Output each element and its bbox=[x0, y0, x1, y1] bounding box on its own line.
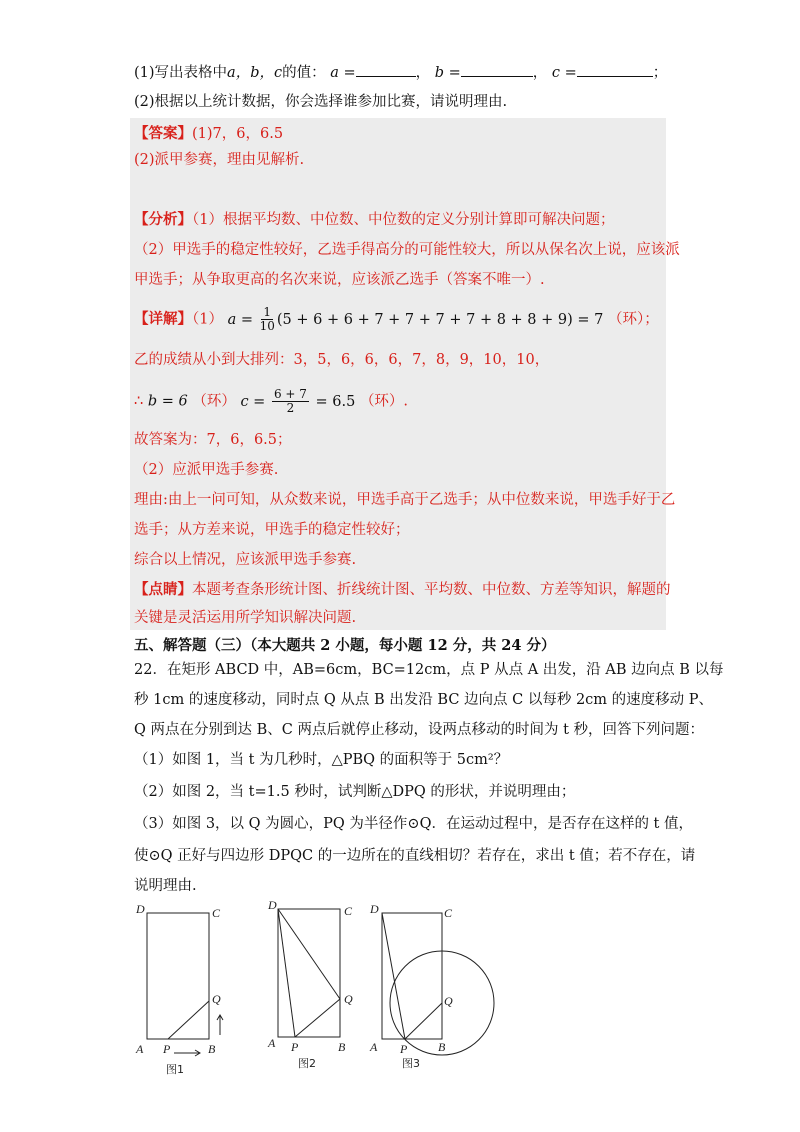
sort-line: 乙的成绩从小到大排列：3，5，6，6，6，7，8，9，10，10， bbox=[134, 352, 550, 368]
fig2-label-q: Q bbox=[344, 992, 353, 1006]
fig2-caption: 图2 bbox=[298, 1057, 316, 1070]
fig2-label-p: P bbox=[291, 1040, 299, 1054]
q22-line3: Q 两点在分别到达 B、C 两点后就停止移动，设两点移动的时间为 t 秒，回答下列问题： bbox=[134, 722, 705, 738]
fig3-label-c: C bbox=[444, 906, 453, 920]
comment-line1: 【点睛】本题考查条形统计图、折线统计图、平均数、中位数、方差等知识，解题的 bbox=[134, 581, 671, 598]
figure-1 bbox=[147, 913, 223, 1056]
summary-line: 综合以上情况，应该派甲选手参赛. bbox=[134, 552, 357, 568]
fig1-label-p: P bbox=[163, 1042, 171, 1056]
comment-line2: 关键是灵活运用所学知识解决问题. bbox=[134, 610, 357, 626]
fig2-rectangle bbox=[278, 909, 340, 1037]
detail-part2: （2）应派甲选手参赛. bbox=[134, 462, 279, 478]
fig3-label-a: A bbox=[370, 1040, 378, 1054]
fig1-rectangle bbox=[147, 913, 209, 1039]
fraction-c: $\frac{6 + 7}{2}$ bbox=[273, 387, 307, 415]
fig2-segment-pq bbox=[295, 999, 340, 1037]
q22-line1: 22．在矩形 ABCD 中，AB=6cm，BC=12cm，点 P 从点 A 出发，沿 AB 边向点 B 以每 bbox=[134, 662, 724, 678]
q22-sub2: （2）如图 2，当 t=1.5 秒时，试判断△DPQ 的形状，并说明理由； bbox=[134, 784, 576, 800]
fig1-label-d: D bbox=[136, 902, 145, 916]
fig2-label-c: C bbox=[344, 904, 353, 918]
fig2-label-a: A bbox=[268, 1036, 276, 1050]
fig1-label-a: A bbox=[136, 1042, 144, 1056]
q22-sub3a: （3）如图 3，以 Q 为圆心，PQ 为半径作⊙Q．在运动过程中，是否存在这样的 t 值， bbox=[134, 816, 693, 832]
fig3-label-q: Q bbox=[444, 994, 453, 1008]
answer-line1: 【答案】(1)7，6，6.5 bbox=[134, 125, 284, 142]
fig1-label-q: Q bbox=[212, 992, 221, 1006]
fig1-caption: 图1 bbox=[166, 1063, 184, 1076]
section-title: 五、解答题（三）（本大题共 2 小题，每小题 12 分，共 24 分） bbox=[134, 637, 556, 654]
detail-line1: 【详解】（1） a = $\frac{1}{10}$ (5 + 6 + 6 + 7 + 7 + 7 + 7 + 8 + 8 + 9) = 7 （环）； bbox=[134, 305, 659, 333]
fig3-label-d: D bbox=[370, 902, 379, 916]
fig3-label-b: B bbox=[438, 1040, 446, 1054]
reason-line1: 理由:由上一问可知，从众数来说，甲选手高于乙选手；从中位数来说，甲选手好于乙 bbox=[134, 492, 676, 508]
fig2-label-b: B bbox=[338, 1040, 346, 1054]
fig2-segment-dq bbox=[278, 909, 340, 999]
geometry-figures bbox=[130, 895, 510, 1085]
fig3-rectangle bbox=[382, 913, 442, 1039]
q21-part2: (2)根据以上统计数据，你会选择谁参加比赛，请说明理由. bbox=[134, 94, 508, 110]
detail-b-c-line: ∴ b = 6 （环） c = $\frac{6 + 7}{2}$ = 6.5 （环）. bbox=[134, 387, 409, 415]
analysis-line1: 【分析】（1）根据平均数、中位数、中位数的定义分别计算即可解决问题； bbox=[134, 211, 615, 228]
fig1-label-b: B bbox=[208, 1042, 216, 1056]
fig2-segment-dp bbox=[278, 909, 295, 1037]
reason-line2: 选手；从方差来说，甲选手的稳定性较好； bbox=[134, 522, 410, 538]
fig3-caption: 图3 bbox=[402, 1057, 420, 1070]
fig2-label-d: D bbox=[268, 898, 277, 912]
fig1-segment-pq bbox=[168, 1001, 209, 1039]
answer-summary-line: 故答案为：7，6，6.5； bbox=[134, 432, 292, 448]
analysis-line2: （2）甲选手的稳定性较好，乙选手得高分的可能性较大，所以从保名次上说，应该派 bbox=[134, 242, 680, 258]
q22-sub3b: 使⊙Q 正好与四边形 DPQC 的一边所在的直线相切？若存在，求出 t 值；若不存在，请 bbox=[134, 848, 696, 864]
blank-a bbox=[356, 62, 416, 77]
fraction-one-tenth: $\frac{1}{10}$ bbox=[259, 305, 275, 333]
figure-3 bbox=[382, 913, 494, 1055]
figure-2 bbox=[278, 909, 340, 1037]
answer-line2: (2)派甲参赛，理由见解析. bbox=[134, 152, 305, 168]
fig1-label-c: C bbox=[212, 906, 221, 920]
q22-line2: 秒 1cm 的速度移动，同时点 Q 从点 B 出发沿 BC 边向点 C 以每秒 2cm 的速度移动 P、 bbox=[134, 692, 714, 708]
fig3-segment-dp bbox=[382, 913, 405, 1039]
figures bbox=[130, 895, 510, 1085]
q22-sub3c: 说明理由. bbox=[134, 878, 197, 894]
q22-sub1: （1）如图 1，当 t 为几秒时，△PBQ 的面积等于 5cm²？ bbox=[134, 752, 509, 768]
blank-b bbox=[461, 62, 533, 77]
q21-part1: (1)写出表格中a，b，c的值： a = ， b = ， c = ； bbox=[134, 62, 667, 83]
fig3-label-p: P bbox=[400, 1042, 408, 1056]
analysis-line3: 甲选手；从争取更高的名次来说，应该派乙选手（答案不唯一）. bbox=[134, 272, 545, 288]
blank-c bbox=[577, 62, 653, 77]
fig3-segment-pq bbox=[405, 1003, 442, 1039]
